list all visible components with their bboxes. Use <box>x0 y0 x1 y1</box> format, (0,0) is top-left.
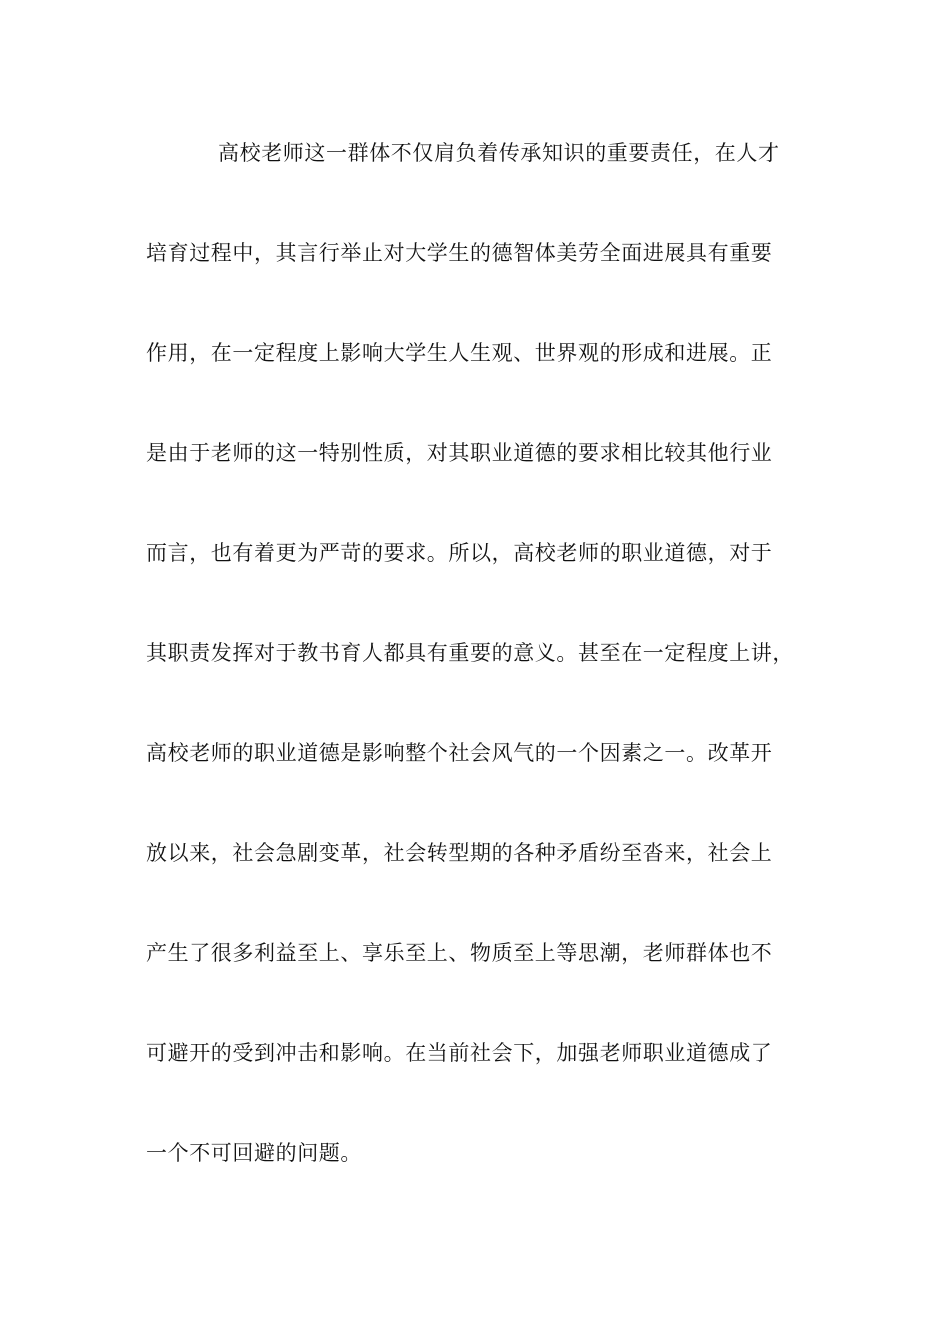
paragraph-line: 可避开的受到冲击和影响。在当前社会下，加强老师职业道德成了 <box>146 1041 773 1065</box>
paragraph-line: 是由于老师的这一特别性质，对其职业道德的要求相比较其他行业 <box>146 441 773 465</box>
paragraph-line: 高校老师这一群体不仅肩负着传承知识的重要责任，在人才 <box>218 141 780 165</box>
paragraph-line: 其职责发挥对于教书育人都具有重要的意义。甚至在一定程度上讲， <box>146 641 794 665</box>
paragraph-line: 放以来，社会急剧变革，社会转型期的各种矛盾纷至沓来，社会上 <box>146 841 773 865</box>
body-paragraph <box>146 130 826 1230</box>
paragraph-line: 高校老师的职业道德是影响整个社会风气的一个因素之一。改革开 <box>146 741 773 765</box>
paragraph-line: 而言，也有着更为严苛的要求。所以，高校老师的职业道德，对于 <box>146 541 773 565</box>
paragraph-line: 一个不可回避的问题。 <box>146 1141 362 1165</box>
paragraph-line: 作用，在一定程度上影响大学生人生观、世界观的形成和进展。正 <box>146 341 773 365</box>
paragraph-line: 培育过程中，其言行举止对大学生的德智体美劳全面进展具有重要 <box>146 241 773 265</box>
paragraph-line: 产生了很多利益至上、享乐至上、物质至上等思潮，老师群体也不 <box>146 941 773 965</box>
